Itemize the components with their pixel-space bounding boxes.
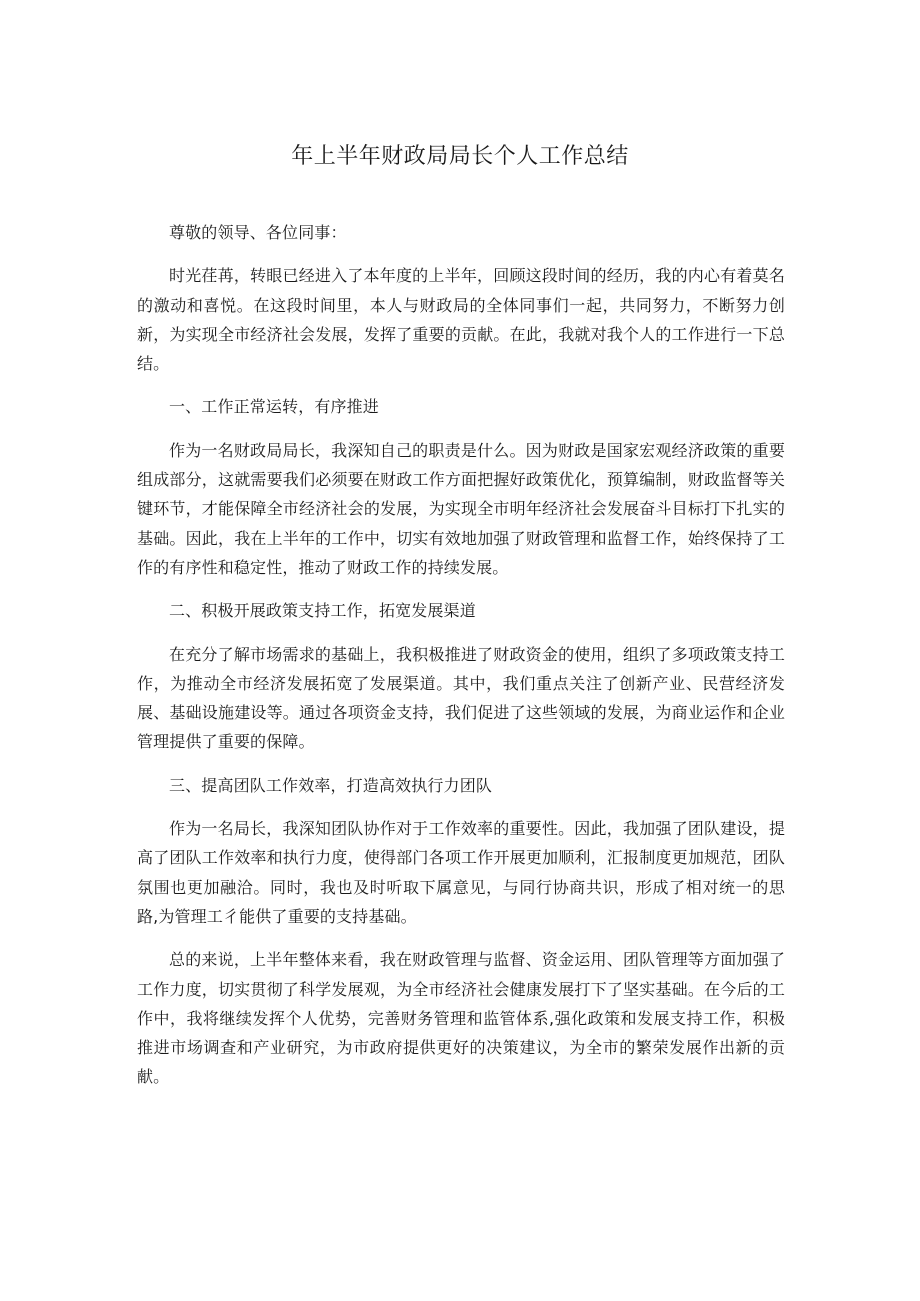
section-heading-1: 一、工作正常运转，有序推进: [169, 397, 379, 417]
conclusion-paragraph: 总的来说，上半年整体来看，我在财政管理与监督、资金运用、团队管理等方面加强了工作力度，切实贯彻了科学发展观，为全市经济社会健康发展打下了坚实基础。在今后的工作中，我将继续发挥个人优势，完善财务管理和监管体系,强化政策和发展支持工作，积极推进市场调查和产业研究，为市政府提供更好的决策建议，为全市的繁荣发展作出新的贡献。: [137, 950, 785, 1087]
document-title: 年上半年财政局局长个人工作总结: [291, 144, 629, 169]
section-2-paragraph: 在充分了解市场需求的基础上，我积极推进了财政资金的使用，组织了多项政策支持工作，为推动全市经济发展拓宽了发展渠道。其中，我们重点关注了创新产业、民营经济发展、基础设施建设等。通过各项资金支持，我们促进了这些领域的发展，为商业运作和企业管理提供了重要的保障。: [137, 644, 785, 752]
salutation-paragraph: 尊敬的领导、各位同事：: [169, 223, 347, 242]
section-1-paragraph: 作为一名财政局局长，我深知自己的职责是什么。因为财政是国家宏观经济政策的重要组成部分，这就需要我们必须要在财政工作方面把握好政策优化，预算编制，财政监督等关键环节，才能保障全市经济社会的发展，为实现全市明年经济社会发展奋斗目标打下扎实的基础。因此，我在上半年的工作中，切实有效地加强了财政管理和监督工作，始终保持了工作的有序性和稳定性，推动了财政工作的持续发展。: [137, 440, 785, 577]
intro-paragraph: 时光荏苒，转眼已经进入了本年度的上半年，回顾这段时间的经历，我的内心有着莫名的激动和喜悦。在这段时间里，本人与财政局的全体同事们一起，共同努力，不断努力创新，为实现全市经济社会发展，发挥了重要的贡献。在此，我就对我个人的工作进行一下总结。: [137, 266, 785, 374]
section-heading-3: 三、提高团队工作效率，打造高效执行力团队: [169, 775, 493, 795]
document-body: [137, 218, 785, 1106]
section-3-paragraph: 作为一名局长，我深知团队协作对于工作效率的重要性。因此，我加强了团队建设，提高了团队工作效率和执行力度，使得部门各项工作开展更加顺利，汇报制度更加规范，团队氛围也更加融洽。同时，我也及时听取下属意见，与同行协商共识，形成了相对统一的思路,为管理工彳能供了重要的支持基础。: [137, 819, 785, 926]
section-heading-2: 二、积极开展政策支持工作，拓宽发展渠道: [169, 601, 476, 621]
